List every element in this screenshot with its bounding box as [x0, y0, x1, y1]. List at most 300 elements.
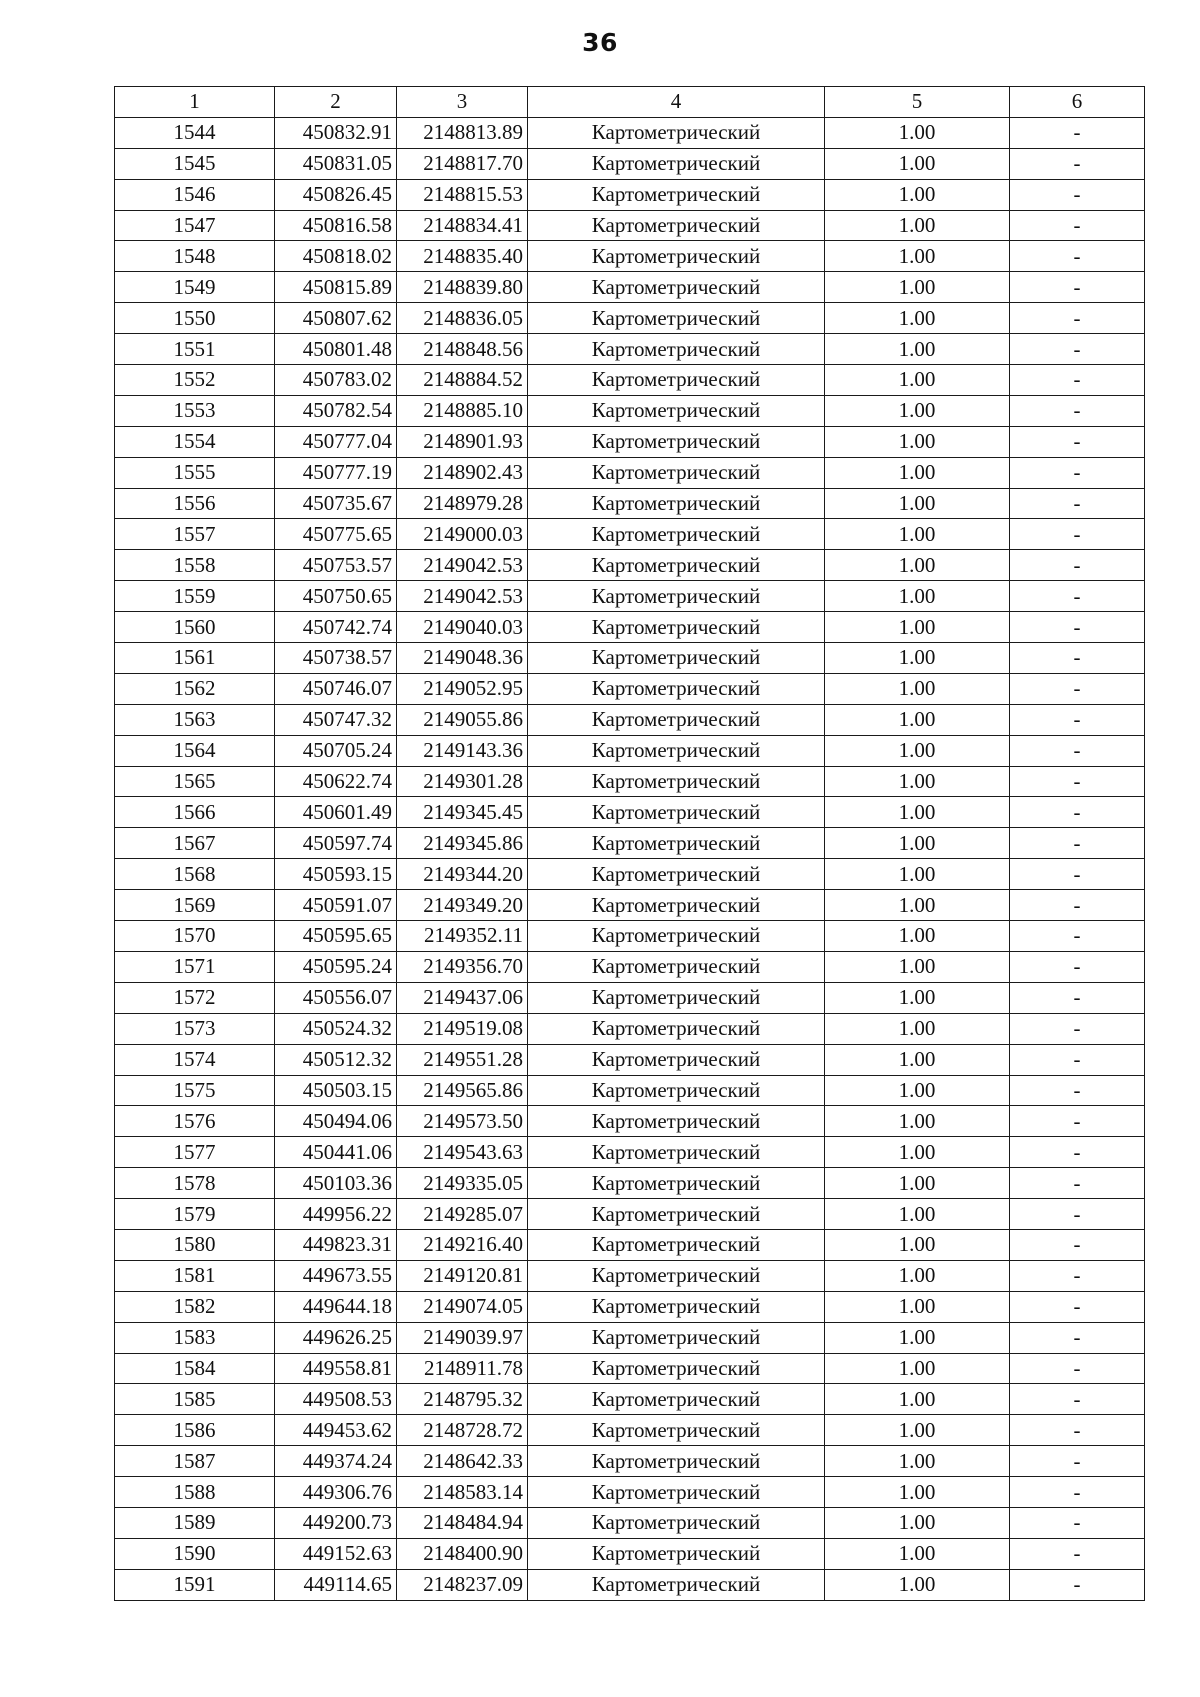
table-row	[115, 1507, 1145, 1538]
point-number-cell: 1555	[115, 457, 275, 488]
method-cell: Картометрический	[528, 1199, 825, 1230]
y-coordinate-cell: 2149551.28	[397, 1044, 528, 1075]
accuracy-cell: 1.00	[825, 1106, 1010, 1137]
method-cell: Картометрический	[528, 179, 825, 210]
accuracy-cell: 1.00	[825, 1322, 1010, 1353]
point-number-cell: 1545	[115, 148, 275, 179]
x-coordinate-cell: 450742.74	[275, 612, 397, 643]
table-row	[115, 951, 1145, 982]
method-cell: Картометрический	[528, 1384, 825, 1415]
note-cell: -	[1010, 148, 1145, 179]
note-cell: -	[1010, 334, 1145, 365]
y-coordinate-cell: 2149437.06	[397, 982, 528, 1013]
y-coordinate-cell: 2148484.94	[397, 1507, 528, 1538]
x-coordinate-cell: 450801.48	[275, 334, 397, 365]
point-number-cell: 1546	[115, 179, 275, 210]
note-cell: -	[1010, 704, 1145, 735]
y-coordinate-cell: 2148848.56	[397, 334, 528, 365]
method-cell: Картометрический	[528, 550, 825, 581]
point-number-cell: 1589	[115, 1507, 275, 1538]
accuracy-cell: 1.00	[825, 1075, 1010, 1106]
accuracy-cell: 1.00	[825, 1199, 1010, 1230]
note-cell: -	[1010, 951, 1145, 982]
x-coordinate-cell: 449200.73	[275, 1507, 397, 1538]
y-coordinate-cell: 2148795.32	[397, 1384, 528, 1415]
table-row	[115, 210, 1145, 241]
y-coordinate-cell: 2149055.86	[397, 704, 528, 735]
method-cell: Картометрический	[528, 1044, 825, 1075]
note-cell: -	[1010, 1106, 1145, 1137]
table-row	[115, 612, 1145, 643]
accuracy-cell: 1.00	[825, 365, 1010, 396]
point-number-cell: 1577	[115, 1137, 275, 1168]
table-row	[115, 890, 1145, 921]
point-number-cell: 1559	[115, 581, 275, 612]
method-cell: Картометрический	[528, 241, 825, 272]
point-number-cell: 1576	[115, 1106, 275, 1137]
method-cell: Картометрический	[528, 1353, 825, 1384]
x-coordinate-cell: 450601.49	[275, 797, 397, 828]
method-cell: Картометрический	[528, 148, 825, 179]
method-cell: Картометрический	[528, 859, 825, 890]
y-coordinate-cell: 2148885.10	[397, 395, 528, 426]
table-row	[115, 1075, 1145, 1106]
table-row	[115, 148, 1145, 179]
point-number-cell: 1567	[115, 828, 275, 859]
point-number-cell: 1562	[115, 673, 275, 704]
x-coordinate-cell: 450593.15	[275, 859, 397, 890]
method-cell: Картометрический	[528, 1075, 825, 1106]
method-cell: Картометрический	[528, 951, 825, 982]
x-coordinate-cell: 449306.76	[275, 1477, 397, 1508]
note-cell: -	[1010, 1538, 1145, 1569]
accuracy-cell: 1.00	[825, 1507, 1010, 1538]
x-coordinate-cell: 450597.74	[275, 828, 397, 859]
y-coordinate-cell: 2148583.14	[397, 1477, 528, 1508]
y-coordinate-cell: 2149519.08	[397, 1013, 528, 1044]
x-coordinate-cell: 449626.25	[275, 1322, 397, 1353]
accuracy-cell: 1.00	[825, 1260, 1010, 1291]
y-coordinate-cell: 2149565.86	[397, 1075, 528, 1106]
accuracy-cell: 1.00	[825, 1477, 1010, 1508]
method-cell: Картометрический	[528, 1013, 825, 1044]
note-cell: -	[1010, 921, 1145, 952]
point-number-cell: 1560	[115, 612, 275, 643]
accuracy-cell: 1.00	[825, 1044, 1010, 1075]
y-coordinate-cell: 2148839.80	[397, 272, 528, 303]
accuracy-cell: 1.00	[825, 272, 1010, 303]
header-row	[115, 87, 1145, 118]
accuracy-cell: 1.00	[825, 1446, 1010, 1477]
point-number-cell: 1585	[115, 1384, 275, 1415]
accuracy-cell: 1.00	[825, 704, 1010, 735]
accuracy-cell: 1.00	[825, 1137, 1010, 1168]
note-cell: -	[1010, 673, 1145, 704]
method-cell: Картометрический	[528, 704, 825, 735]
accuracy-cell: 1.00	[825, 488, 1010, 519]
accuracy-cell: 1.00	[825, 643, 1010, 674]
x-coordinate-cell: 450503.15	[275, 1075, 397, 1106]
table-row	[115, 1384, 1145, 1415]
x-coordinate-cell: 449823.31	[275, 1229, 397, 1260]
table-row	[115, 272, 1145, 303]
accuracy-cell: 1.00	[825, 148, 1010, 179]
x-coordinate-cell: 450831.05	[275, 148, 397, 179]
table-row	[115, 1044, 1145, 1075]
y-coordinate-cell: 2149000.03	[397, 519, 528, 550]
table-row	[115, 117, 1145, 148]
point-number-cell: 1578	[115, 1168, 275, 1199]
y-coordinate-cell: 2148902.43	[397, 457, 528, 488]
method-cell: Картометрический	[528, 395, 825, 426]
note-cell: -	[1010, 1229, 1145, 1260]
table-row	[115, 1106, 1145, 1137]
y-coordinate-cell: 2149356.70	[397, 951, 528, 982]
accuracy-cell: 1.00	[825, 1384, 1010, 1415]
point-number-cell: 1549	[115, 272, 275, 303]
y-coordinate-cell: 2148836.05	[397, 303, 528, 334]
method-cell: Картометрический	[528, 488, 825, 519]
accuracy-cell: 1.00	[825, 1168, 1010, 1199]
x-coordinate-cell: 450622.74	[275, 766, 397, 797]
x-coordinate-cell: 450753.57	[275, 550, 397, 581]
x-coordinate-cell: 450816.58	[275, 210, 397, 241]
x-coordinate-cell: 449374.24	[275, 1446, 397, 1477]
table-row	[115, 1260, 1145, 1291]
note-cell: -	[1010, 1013, 1145, 1044]
y-coordinate-cell: 2148901.93	[397, 426, 528, 457]
point-number-cell: 1588	[115, 1477, 275, 1508]
table-row	[115, 1353, 1145, 1384]
x-coordinate-cell: 450750.65	[275, 581, 397, 612]
y-coordinate-cell: 2149345.86	[397, 828, 528, 859]
accuracy-cell: 1.00	[825, 828, 1010, 859]
point-number-cell: 1564	[115, 735, 275, 766]
accuracy-cell: 1.00	[825, 581, 1010, 612]
table-row	[115, 334, 1145, 365]
method-cell: Картометрический	[528, 1137, 825, 1168]
x-coordinate-cell: 449114.65	[275, 1569, 397, 1600]
y-coordinate-cell: 2148813.89	[397, 117, 528, 148]
x-coordinate-cell: 450441.06	[275, 1137, 397, 1168]
column-header: 5	[825, 87, 1010, 118]
method-cell: Картометрический	[528, 1168, 825, 1199]
point-number-cell: 1574	[115, 1044, 275, 1075]
method-cell: Картометрический	[528, 612, 825, 643]
table-row	[115, 1322, 1145, 1353]
x-coordinate-cell: 450777.19	[275, 457, 397, 488]
y-coordinate-cell: 2149344.20	[397, 859, 528, 890]
point-number-cell: 1573	[115, 1013, 275, 1044]
point-number-cell: 1571	[115, 951, 275, 982]
method-cell: Картометрический	[528, 735, 825, 766]
point-number-cell: 1586	[115, 1415, 275, 1446]
x-coordinate-cell: 450591.07	[275, 890, 397, 921]
point-number-cell: 1581	[115, 1260, 275, 1291]
method-cell: Картометрический	[528, 1260, 825, 1291]
table-row	[115, 1229, 1145, 1260]
y-coordinate-cell: 2148728.72	[397, 1415, 528, 1446]
note-cell: -	[1010, 1137, 1145, 1168]
method-cell: Картометрический	[528, 457, 825, 488]
coordinates-table	[114, 86, 1145, 1601]
method-cell: Картометрический	[528, 210, 825, 241]
accuracy-cell: 1.00	[825, 797, 1010, 828]
point-number-cell: 1569	[115, 890, 275, 921]
table-row	[115, 519, 1145, 550]
point-number-cell: 1582	[115, 1291, 275, 1322]
point-number-cell: 1584	[115, 1353, 275, 1384]
point-number-cell: 1568	[115, 859, 275, 890]
method-cell: Картометрический	[528, 365, 825, 396]
x-coordinate-cell: 450556.07	[275, 982, 397, 1013]
accuracy-cell: 1.00	[825, 1353, 1010, 1384]
method-cell: Картометрический	[528, 828, 825, 859]
y-coordinate-cell: 2148817.70	[397, 148, 528, 179]
x-coordinate-cell: 450826.45	[275, 179, 397, 210]
x-coordinate-cell: 450807.62	[275, 303, 397, 334]
column-header: 6	[1010, 87, 1145, 118]
page-number: 36	[582, 28, 618, 57]
method-cell: Картометрический	[528, 1415, 825, 1446]
x-coordinate-cell: 450595.65	[275, 921, 397, 952]
point-number-cell: 1554	[115, 426, 275, 457]
y-coordinate-cell: 2149074.05	[397, 1291, 528, 1322]
table-row	[115, 1291, 1145, 1322]
point-number-cell: 1552	[115, 365, 275, 396]
y-coordinate-cell: 2148815.53	[397, 179, 528, 210]
point-number-cell: 1570	[115, 921, 275, 952]
note-cell: -	[1010, 766, 1145, 797]
y-coordinate-cell: 2149335.05	[397, 1168, 528, 1199]
y-coordinate-cell: 2149216.40	[397, 1229, 528, 1260]
note-cell: -	[1010, 1569, 1145, 1600]
point-number-cell: 1565	[115, 766, 275, 797]
y-coordinate-cell: 2149040.03	[397, 612, 528, 643]
point-number-cell: 1548	[115, 241, 275, 272]
note-cell: -	[1010, 1477, 1145, 1508]
accuracy-cell: 1.00	[825, 890, 1010, 921]
accuracy-cell: 1.00	[825, 1415, 1010, 1446]
point-number-cell: 1550	[115, 303, 275, 334]
method-cell: Картометрический	[528, 643, 825, 674]
table-row	[115, 241, 1145, 272]
x-coordinate-cell: 450494.06	[275, 1106, 397, 1137]
point-number-cell: 1575	[115, 1075, 275, 1106]
note-cell: -	[1010, 1384, 1145, 1415]
table-row	[115, 643, 1145, 674]
accuracy-cell: 1.00	[825, 673, 1010, 704]
method-cell: Картометрический	[528, 1446, 825, 1477]
point-number-cell: 1572	[115, 982, 275, 1013]
method-cell: Картометрический	[528, 766, 825, 797]
note-cell: -	[1010, 890, 1145, 921]
note-cell: -	[1010, 1291, 1145, 1322]
x-coordinate-cell: 450103.36	[275, 1168, 397, 1199]
method-cell: Картометрический	[528, 581, 825, 612]
accuracy-cell: 1.00	[825, 1538, 1010, 1569]
accuracy-cell: 1.00	[825, 179, 1010, 210]
table-body	[115, 117, 1145, 1600]
note-cell: -	[1010, 210, 1145, 241]
method-cell: Картометрический	[528, 426, 825, 457]
table-row	[115, 1538, 1145, 1569]
table-row	[115, 704, 1145, 735]
note-cell: -	[1010, 1044, 1145, 1075]
accuracy-cell: 1.00	[825, 426, 1010, 457]
table-row	[115, 766, 1145, 797]
accuracy-cell: 1.00	[825, 1291, 1010, 1322]
point-number-cell: 1566	[115, 797, 275, 828]
method-cell: Картометрический	[528, 673, 825, 704]
point-number-cell: 1556	[115, 488, 275, 519]
accuracy-cell: 1.00	[825, 982, 1010, 1013]
note-cell: -	[1010, 365, 1145, 396]
method-cell: Картометрический	[528, 1569, 825, 1600]
x-coordinate-cell: 450777.04	[275, 426, 397, 457]
x-coordinate-cell: 450818.02	[275, 241, 397, 272]
accuracy-cell: 1.00	[825, 1229, 1010, 1260]
note-cell: -	[1010, 735, 1145, 766]
column-header: 1	[115, 87, 275, 118]
table-row	[115, 1013, 1145, 1044]
x-coordinate-cell: 449673.55	[275, 1260, 397, 1291]
accuracy-cell: 1.00	[825, 395, 1010, 426]
note-cell: -	[1010, 117, 1145, 148]
y-coordinate-cell: 2149349.20	[397, 890, 528, 921]
accuracy-cell: 1.00	[825, 859, 1010, 890]
table-row	[115, 1137, 1145, 1168]
y-coordinate-cell: 2149143.36	[397, 735, 528, 766]
accuracy-cell: 1.00	[825, 457, 1010, 488]
accuracy-cell: 1.00	[825, 550, 1010, 581]
table-row	[115, 1415, 1145, 1446]
accuracy-cell: 1.00	[825, 766, 1010, 797]
column-header: 2	[275, 87, 397, 118]
table-row	[115, 859, 1145, 890]
point-number-cell: 1558	[115, 550, 275, 581]
table-row	[115, 488, 1145, 519]
y-coordinate-cell: 2148237.09	[397, 1569, 528, 1600]
table-row	[115, 828, 1145, 859]
table-row	[115, 797, 1145, 828]
table-header	[115, 87, 1145, 118]
method-cell: Картометрический	[528, 1322, 825, 1353]
point-number-cell: 1590	[115, 1538, 275, 1569]
y-coordinate-cell: 2149543.63	[397, 1137, 528, 1168]
point-number-cell: 1547	[115, 210, 275, 241]
accuracy-cell: 1.00	[825, 1013, 1010, 1044]
accuracy-cell: 1.00	[825, 735, 1010, 766]
point-number-cell: 1563	[115, 704, 275, 735]
table-row	[115, 303, 1145, 334]
column-header: 4	[528, 87, 825, 118]
point-number-cell: 1583	[115, 1322, 275, 1353]
point-number-cell: 1579	[115, 1199, 275, 1230]
x-coordinate-cell: 450747.32	[275, 704, 397, 735]
accuracy-cell: 1.00	[825, 612, 1010, 643]
method-cell: Картометрический	[528, 303, 825, 334]
note-cell: -	[1010, 828, 1145, 859]
table-row	[115, 921, 1145, 952]
accuracy-cell: 1.00	[825, 1569, 1010, 1600]
x-coordinate-cell: 449956.22	[275, 1199, 397, 1230]
table-row	[115, 1168, 1145, 1199]
note-cell: -	[1010, 1446, 1145, 1477]
table-row	[115, 735, 1145, 766]
point-number-cell: 1561	[115, 643, 275, 674]
accuracy-cell: 1.00	[825, 117, 1010, 148]
note-cell: -	[1010, 1075, 1145, 1106]
x-coordinate-cell: 450705.24	[275, 735, 397, 766]
note-cell: -	[1010, 488, 1145, 519]
y-coordinate-cell: 2149345.45	[397, 797, 528, 828]
table-row	[115, 1477, 1145, 1508]
table-row	[115, 673, 1145, 704]
y-coordinate-cell: 2149120.81	[397, 1260, 528, 1291]
x-coordinate-cell: 450832.91	[275, 117, 397, 148]
note-cell: -	[1010, 303, 1145, 334]
method-cell: Картометрический	[528, 272, 825, 303]
accuracy-cell: 1.00	[825, 334, 1010, 365]
method-cell: Картометрический	[528, 982, 825, 1013]
x-coordinate-cell: 450775.65	[275, 519, 397, 550]
note-cell: -	[1010, 1353, 1145, 1384]
x-coordinate-cell: 450512.32	[275, 1044, 397, 1075]
method-cell: Картометрический	[528, 1106, 825, 1137]
note-cell: -	[1010, 457, 1145, 488]
y-coordinate-cell: 2149048.36	[397, 643, 528, 674]
note-cell: -	[1010, 612, 1145, 643]
y-coordinate-cell: 2149573.50	[397, 1106, 528, 1137]
note-cell: -	[1010, 1507, 1145, 1538]
x-coordinate-cell: 450782.54	[275, 395, 397, 426]
note-cell: -	[1010, 241, 1145, 272]
note-cell: -	[1010, 982, 1145, 1013]
accuracy-cell: 1.00	[825, 210, 1010, 241]
method-cell: Картометрический	[528, 1507, 825, 1538]
y-coordinate-cell: 2148642.33	[397, 1446, 528, 1477]
accuracy-cell: 1.00	[825, 241, 1010, 272]
table-row	[115, 179, 1145, 210]
method-cell: Картометрический	[528, 1229, 825, 1260]
x-coordinate-cell: 449508.53	[275, 1384, 397, 1415]
column-header: 3	[397, 87, 528, 118]
method-cell: Картометрический	[528, 797, 825, 828]
note-cell: -	[1010, 519, 1145, 550]
y-coordinate-cell: 2148834.41	[397, 210, 528, 241]
y-coordinate-cell: 2149039.97	[397, 1322, 528, 1353]
y-coordinate-cell: 2149301.28	[397, 766, 528, 797]
x-coordinate-cell: 450595.24	[275, 951, 397, 982]
table-row	[115, 550, 1145, 581]
note-cell: -	[1010, 550, 1145, 581]
x-coordinate-cell: 450783.02	[275, 365, 397, 396]
point-number-cell: 1580	[115, 1229, 275, 1260]
table-row	[115, 457, 1145, 488]
y-coordinate-cell: 2148911.78	[397, 1353, 528, 1384]
y-coordinate-cell: 2148979.28	[397, 488, 528, 519]
y-coordinate-cell: 2149042.53	[397, 581, 528, 612]
table-row	[115, 1446, 1145, 1477]
table-row	[115, 581, 1145, 612]
table-row	[115, 1569, 1145, 1600]
method-cell: Картометрический	[528, 117, 825, 148]
method-cell: Картометрический	[528, 1291, 825, 1322]
method-cell: Картометрический	[528, 890, 825, 921]
note-cell: -	[1010, 426, 1145, 457]
method-cell: Картометрический	[528, 921, 825, 952]
